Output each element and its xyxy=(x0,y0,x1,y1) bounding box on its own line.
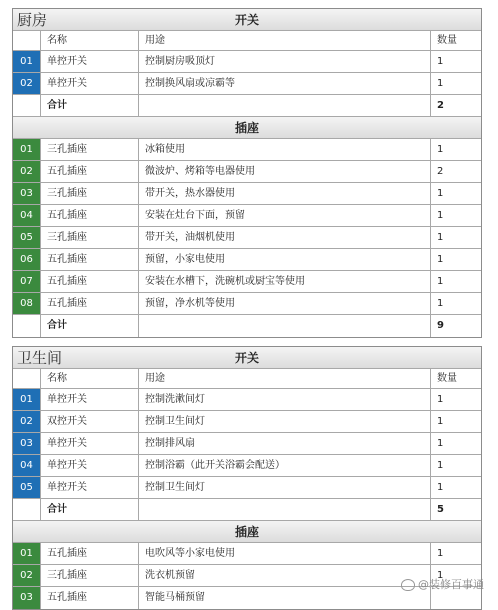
item-use: 预留，小家电使用 xyxy=(139,249,431,270)
kitchen-column-headers xyxy=(13,31,481,51)
item-qty: 1 xyxy=(437,394,444,405)
item-qty: 1 xyxy=(437,482,444,493)
item-name: 五孔插座 xyxy=(41,271,139,292)
item-name: 单控开关 xyxy=(41,73,139,94)
kitchen-switch-total-row xyxy=(13,95,481,117)
row-number: 01 xyxy=(13,51,41,72)
item-use: 控制洗漱间灯 xyxy=(139,389,431,410)
table-row xyxy=(13,205,481,227)
kitchen-table xyxy=(12,8,482,338)
total-label: 合计 xyxy=(41,499,139,520)
item-qty: 1 xyxy=(437,144,444,155)
table-row xyxy=(13,477,481,499)
bathroom-column-headers xyxy=(13,369,481,389)
total-use-blank xyxy=(139,499,431,520)
item-use: 控制排风扇 xyxy=(139,433,431,454)
kitchen-room-title: 厨房 xyxy=(17,11,48,29)
item-name: 五孔插座 xyxy=(41,543,139,564)
row-number: 01 xyxy=(13,543,41,564)
item-use: 微波炉、烤箱等电器使用 xyxy=(139,161,431,182)
item-name: 三孔插座 xyxy=(41,565,139,586)
table-row xyxy=(13,227,481,249)
row-number: 03 xyxy=(13,587,41,609)
total-qty: 5 xyxy=(437,504,444,515)
table-row xyxy=(13,543,481,565)
table-row xyxy=(13,433,481,455)
row-number-blank xyxy=(13,499,41,520)
bathroom-socket-section-title: 插座 xyxy=(13,521,481,543)
item-qty: 2 xyxy=(437,166,444,177)
name-column-header: 名称 xyxy=(41,369,139,388)
item-use: 控制卫生间灯 xyxy=(139,477,431,498)
item-qty: 1 xyxy=(437,570,444,581)
table-row xyxy=(13,161,481,183)
bathroom-switch-section-title: 开关 xyxy=(234,351,259,365)
row-number: 02 xyxy=(13,411,41,432)
item-name: 双控开关 xyxy=(41,411,139,432)
row-number: 05 xyxy=(13,477,41,498)
kitchen-switch-section-header xyxy=(13,9,481,31)
item-name: 三孔插座 xyxy=(41,139,139,160)
item-qty: 1 xyxy=(437,460,444,471)
row-number: 04 xyxy=(13,205,41,226)
row-number: 04 xyxy=(13,455,41,476)
item-qty: 1 xyxy=(437,548,444,559)
item-qty: 1 xyxy=(437,232,444,243)
row-number: 02 xyxy=(13,565,41,586)
table-row xyxy=(13,411,481,433)
row-number: 03 xyxy=(13,183,41,204)
item-name: 五孔插座 xyxy=(41,161,139,182)
item-use: 洗衣机预留 xyxy=(139,565,431,586)
table-row xyxy=(13,249,481,271)
total-label: 合计 xyxy=(41,95,139,116)
total-qty: 2 xyxy=(437,100,444,111)
kitchen-socket-section-title: 插座 xyxy=(13,117,481,139)
row-number: 08 xyxy=(13,293,41,314)
qty-column-header: 数量 xyxy=(437,373,457,384)
table-row xyxy=(13,389,481,411)
kitchen-socket-total-row xyxy=(13,315,481,337)
item-name: 单控开关 xyxy=(41,389,139,410)
item-name: 单控开关 xyxy=(41,51,139,72)
item-use: 控制换风扇或凉霸等 xyxy=(139,73,431,94)
item-use: 带开关，热水器使用 xyxy=(139,183,431,204)
item-name: 三孔插座 xyxy=(41,183,139,204)
qty-column-header: 数量 xyxy=(437,35,457,46)
item-qty: 1 xyxy=(437,416,444,427)
table-row xyxy=(13,139,481,161)
watermark-text: @装修百事通 xyxy=(418,578,484,591)
use-column-header: 用途 xyxy=(139,31,431,50)
row-number: 05 xyxy=(13,227,41,248)
weibo-icon xyxy=(401,579,415,591)
item-use: 电吹风等小家电使用 xyxy=(139,543,431,564)
bathroom-switch-section-header xyxy=(13,347,481,369)
item-name: 单控开关 xyxy=(41,477,139,498)
item-use: 安装在灶台下面，预留 xyxy=(139,205,431,226)
row-number: 02 xyxy=(13,73,41,94)
item-name: 三孔插座 xyxy=(41,227,139,248)
total-use-blank xyxy=(139,315,431,337)
item-use: 智能马桶预留 xyxy=(139,587,431,609)
number-column-header xyxy=(13,31,41,50)
item-use: 预留，净水机等使用 xyxy=(139,293,431,314)
item-name: 单控开关 xyxy=(41,455,139,476)
item-use: 冰箱使用 xyxy=(139,139,431,160)
bathroom-room-title: 卫生间 xyxy=(17,349,63,367)
number-column-header xyxy=(13,369,41,388)
kitchen-switch-section-title: 开关 xyxy=(234,13,259,27)
item-name: 五孔插座 xyxy=(41,587,139,609)
table-row xyxy=(13,183,481,205)
row-number: 06 xyxy=(13,249,41,270)
item-qty: 1 xyxy=(437,298,444,309)
total-use-blank xyxy=(139,95,431,116)
item-name: 单控开关 xyxy=(41,433,139,454)
item-use: 安装在水槽下，洗碗机或厨宝等使用 xyxy=(139,271,431,292)
item-use: 控制卫生间灯 xyxy=(139,411,431,432)
item-qty: 1 xyxy=(437,210,444,221)
name-column-header: 名称 xyxy=(41,31,139,50)
item-use: 控制厨房吸顶灯 xyxy=(139,51,431,72)
total-qty: 9 xyxy=(437,320,444,331)
item-use: 带开关，油烟机使用 xyxy=(139,227,431,248)
item-qty: 1 xyxy=(437,254,444,265)
item-qty: 1 xyxy=(437,438,444,449)
table-row xyxy=(13,293,481,315)
item-name: 五孔插座 xyxy=(41,205,139,226)
row-number: 01 xyxy=(13,389,41,410)
row-number-blank xyxy=(13,315,41,337)
row-number: 03 xyxy=(13,433,41,454)
bathroom-switch-total-row xyxy=(13,499,481,521)
bathroom-table xyxy=(12,346,482,610)
table-row xyxy=(13,51,481,73)
item-qty: 1 xyxy=(437,276,444,287)
row-number-blank xyxy=(13,95,41,116)
item-name: 五孔插座 xyxy=(41,293,139,314)
item-qty: 1 xyxy=(437,188,444,199)
table-row xyxy=(13,73,481,95)
row-number: 07 xyxy=(13,271,41,292)
row-number: 01 xyxy=(13,139,41,160)
total-label: 合计 xyxy=(41,315,139,337)
item-name: 五孔插座 xyxy=(41,249,139,270)
table-row xyxy=(13,455,481,477)
watermark xyxy=(401,576,484,592)
table-row xyxy=(13,271,481,293)
item-use: 控制浴霸（此开关浴霸会配送） xyxy=(139,455,431,476)
row-number: 02 xyxy=(13,161,41,182)
use-column-header: 用途 xyxy=(139,369,431,388)
item-qty: 1 xyxy=(437,56,444,67)
item-qty: 1 xyxy=(437,78,444,89)
